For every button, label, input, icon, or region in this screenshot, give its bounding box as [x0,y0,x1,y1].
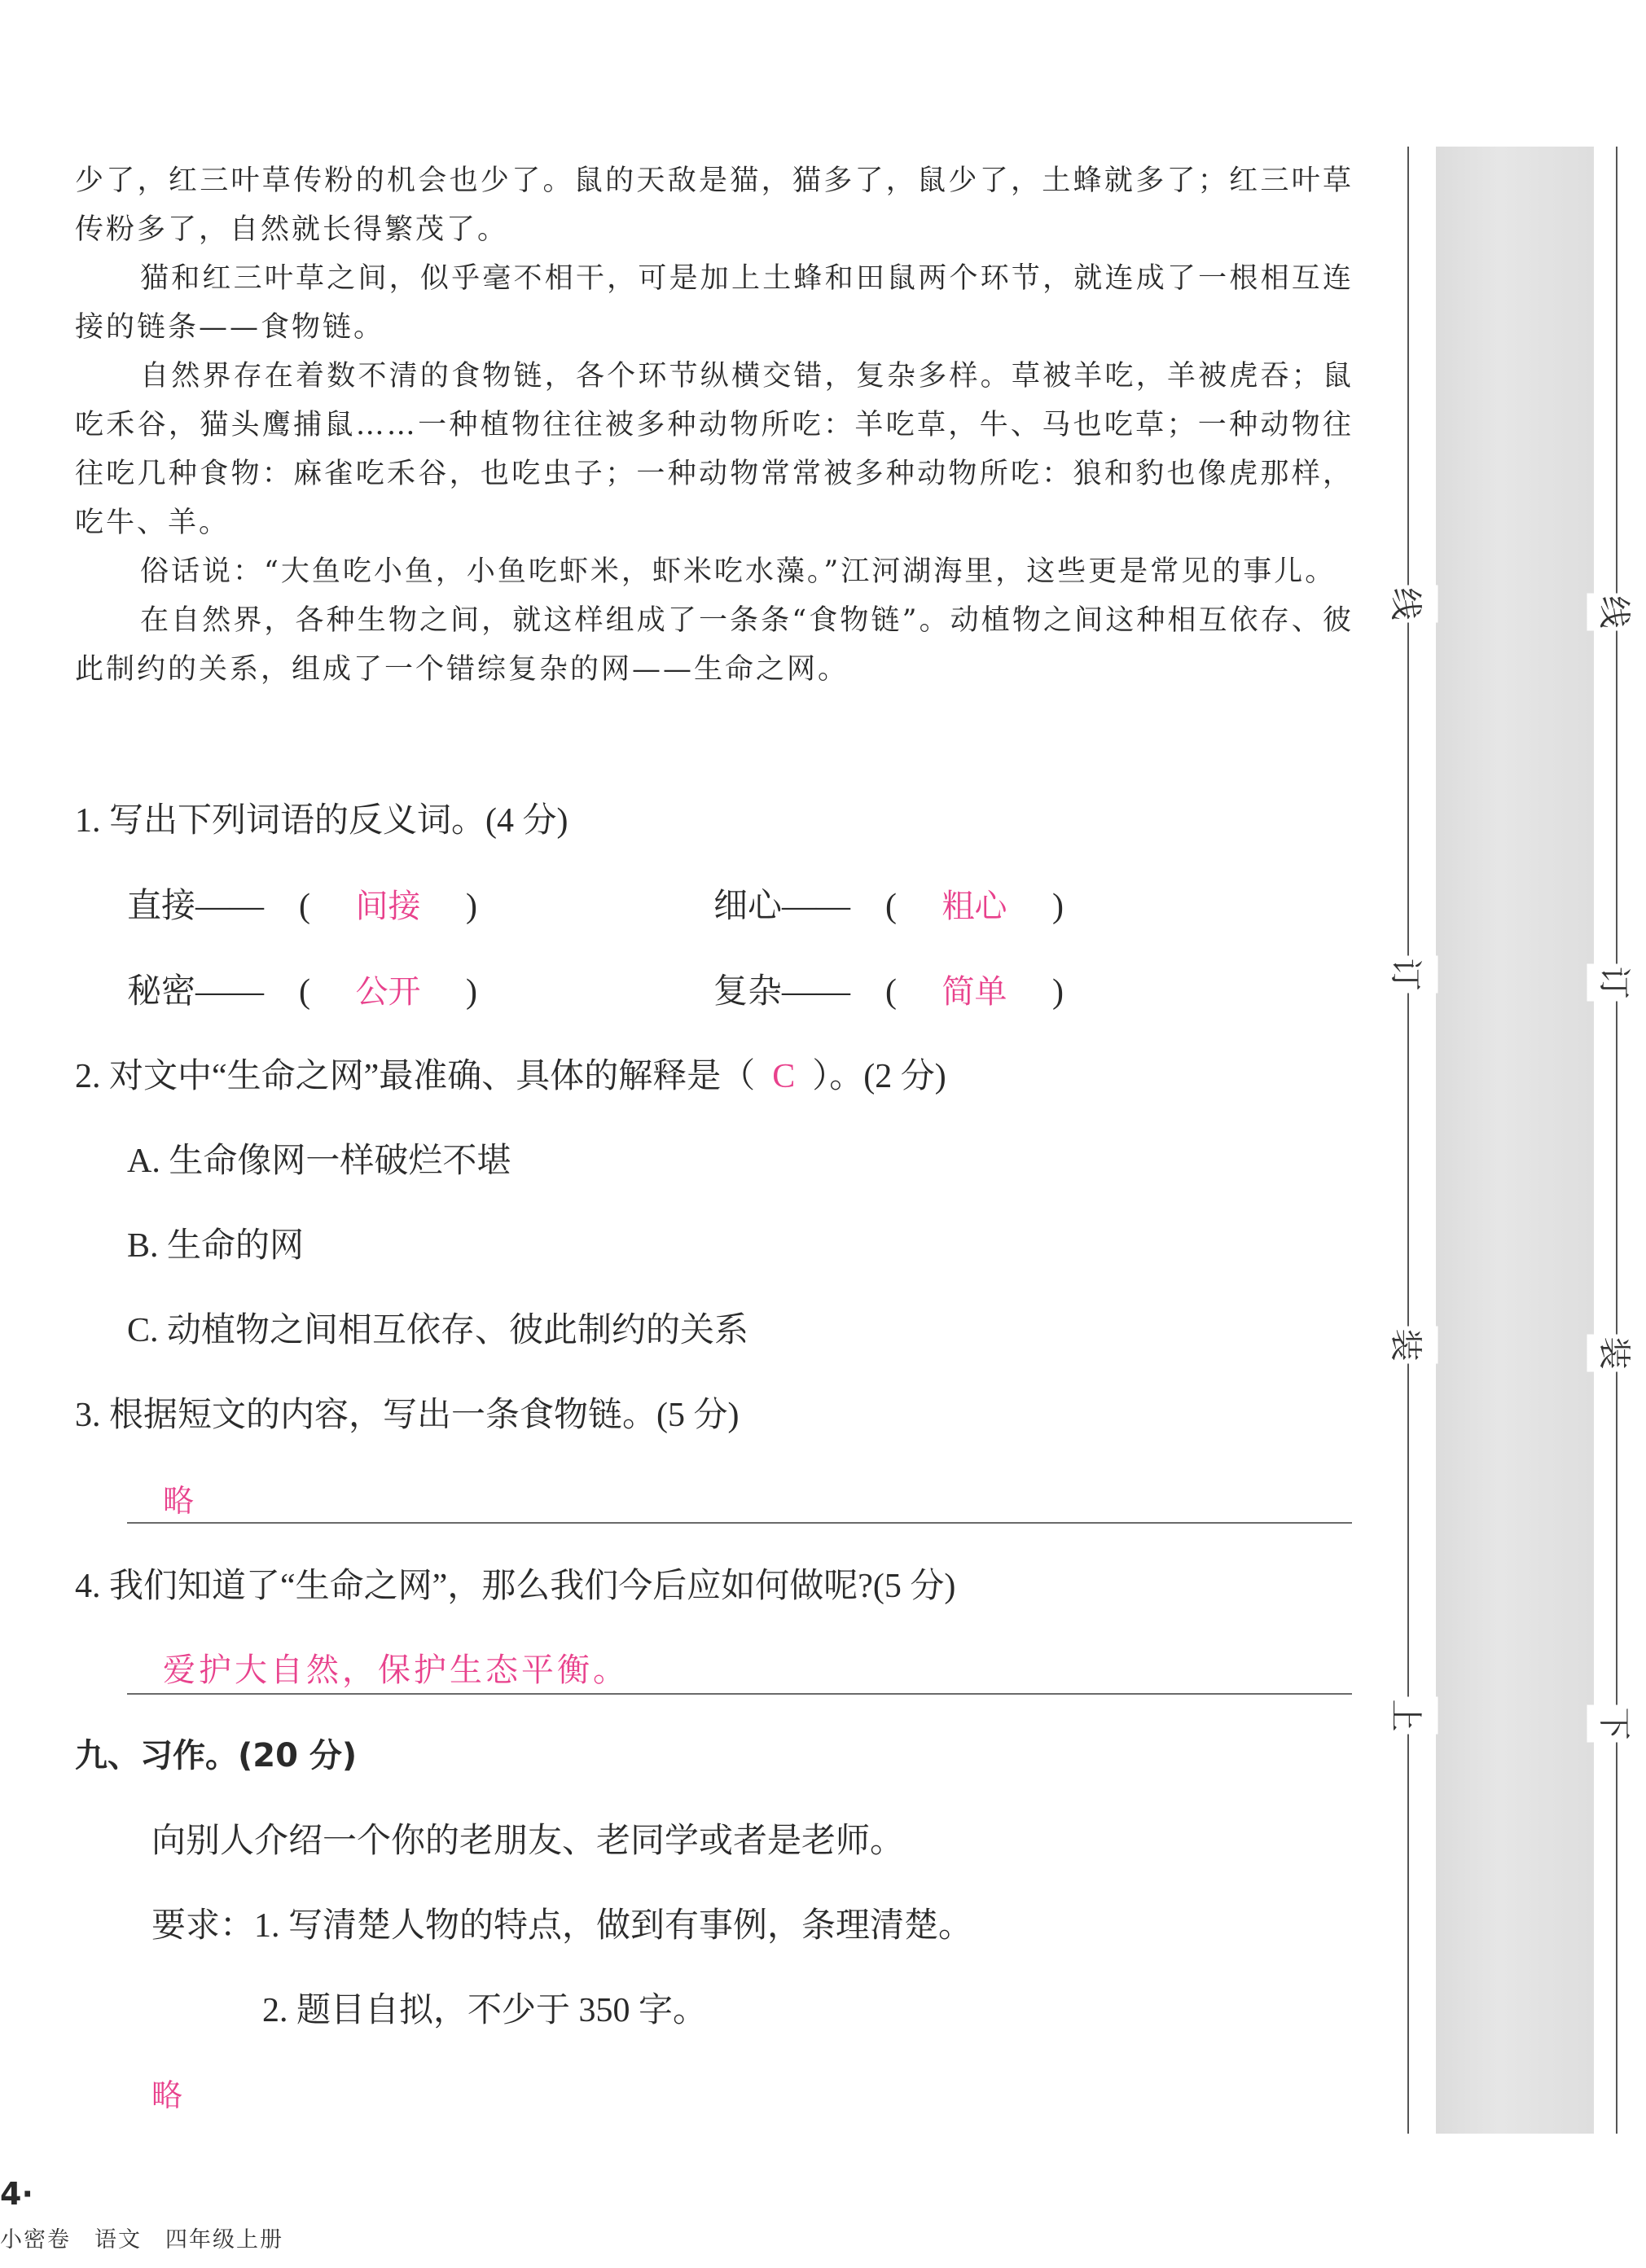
option-b: B. 生命的网 [127,1227,305,1265]
antonym-item [713,884,1064,929]
open-paren: ( [885,888,898,925]
antonym-answer: 公开 [355,973,421,1011]
question-4-title: 4. 我们知道了“生命之网”，那么我们今后应如何做呢?(5 分) [75,1568,956,1605]
binding-mark-xian: 线 [1587,594,1646,631]
antonym-word: 细心—— [713,888,851,925]
open-paren: ( [885,973,898,1011]
antonym-answer: 粗心 [942,888,1007,925]
binding-mark-xian: 线 [1379,586,1438,623]
binding-mark-zhuang: 装 [1587,1335,1646,1372]
antonym-item [127,884,477,929]
question-2-answer: C [772,1058,796,1095]
passage-paragraph: 自然界存在着数不清的食物链，各个环节纵横交错，复杂多样。草被羊吃，羊被虎吞；鼠吃禾谷，猫头鹰捕鼠……一种植物往往被多种动物所吃：羊吃草，牛、马也吃草；一种动物往往吃几种食物：麻雀吃禾谷，也吃虫子；一种动物常常被多种动物所吃：狼和豹也像虎那样，吃牛、羊。 [75,360,1354,539]
binding-mark-ding: 订 [1587,964,1646,1002]
antonym-word: 秘密—— [127,973,265,1011]
passage-paragraph: 在自然界，各种生物之间，就这样组成了一条条“食物链”。动植物之间这种相互依存、彼此制约的关系，组成了一个错综复杂的网——生命之网。 [75,604,1354,686]
close-paren: ) [466,973,478,1011]
section-9-title: 九、习作。(20 分) [75,1737,358,1774]
reading-passage [75,156,1354,694]
antonym-word: 复杂—— [713,973,851,1011]
antonym-item [127,969,477,1015]
question-3-title: 3. 根据短文的内容，写出一条食物链。(5 分) [75,1397,740,1434]
option-c: C. 动植物之间相互依存、彼此制约的关系 [127,1312,749,1349]
passage-paragraph: 少了，红三叶草传粉的机会也少了。鼠的天敌是猫，猫多了，鼠少了，土蜂就多了；红三叶草传粉多了，自然就长得繁茂了。 [75,165,1354,246]
antonym-word: 直接—— [127,888,265,925]
binding-mark-xia: 下 [1587,1705,1646,1743]
option-a: A. 生命像网一样破烂不堪 [127,1143,511,1180]
antonym-item [713,969,1064,1015]
antonym-answer: 间接 [355,888,421,925]
question-2-score: ）。(2 分) [812,1058,946,1095]
close-paren: ) [466,888,478,925]
composition-requirement-1 [151,1903,972,1949]
requirement-label: 要求： [151,1907,255,1945]
composition-answer: 略 [151,2077,183,2113]
binding-line-right [1616,147,1617,2134]
antonym-answer: 简单 [942,973,1007,1011]
question-4-answer: 爱护大自然，保护生态平衡。 [163,1652,629,1689]
binding-mark-zhuang: 装 [1379,1327,1438,1364]
open-paren: ( [299,888,311,925]
composition-requirement-2: 2. 题目自拟，不少于 350 字。 [262,1992,708,2029]
binding-mark-shang: 上 [1379,1697,1438,1735]
binding-line-left [1407,147,1409,2134]
close-paren: ) [1052,888,1064,925]
passage-paragraph: 俗话说：“大鱼吃小鱼，小鱼吃虾米，虾米吃水藻。”江河湖海里，这些更是常见的事儿。 [140,555,1337,588]
question-1-title: 1. 写出下列词语的反义词。(4 分) [75,802,568,840]
question-2-text: 2. 对文中“生命之网”最准确、具体的解释是（ [75,1058,756,1095]
composition-prompt: 向别人介绍一个你的老朋友、老同学或者是老师。 [151,1823,905,1860]
question-3-answer: 略 [163,1483,195,1519]
answer-line [127,1522,1352,1524]
close-paren: ) [1052,973,1064,1011]
answer-line [127,1693,1352,1695]
page-number: 4· [0,2176,33,2212]
open-paren: ( [299,973,311,1011]
requirement-1-text: 1. 写清楚人物的特点，做到有事例，条理清楚。 [254,1907,973,1945]
binding-mark-ding: 订 [1379,956,1438,994]
binding-strip [1436,147,1594,2134]
footer-book-title: 小密卷 语文 四年级上册 [0,2227,283,2253]
question-2 [75,1054,946,1099]
passage-paragraph: 猫和红三叶草之间，似乎毫不相干，可是加上土蜂和田鼠两个环节，就连成了一根相互连接的链条——食物链。 [75,262,1354,344]
